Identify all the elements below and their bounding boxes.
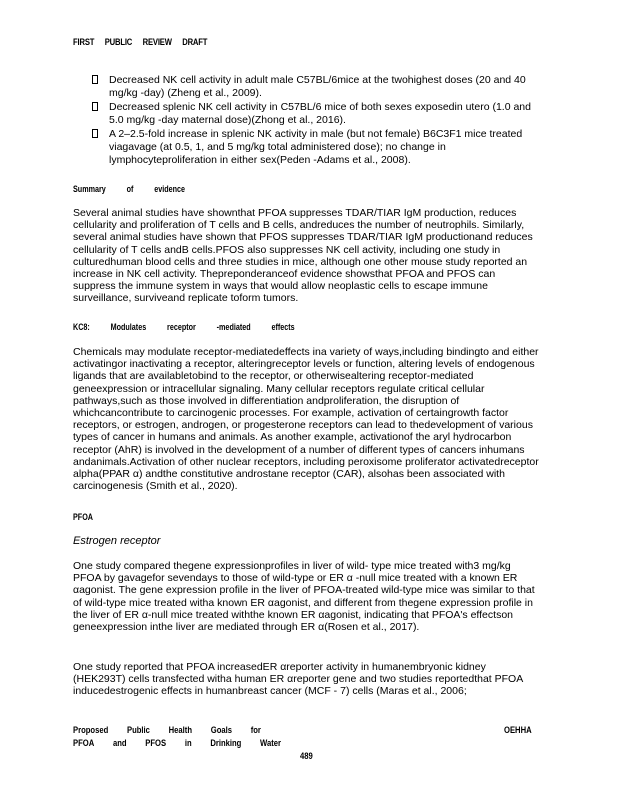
bullet-text: A 2–2.5-fold increase in splenic NK activity in male (but not female) B6C3F1 mice treated viagavage (at 0.5, 1, and 5 mg/kg total administered dose); no change in lymphocyteproliferation in either sex(Peden -Adams et al., 2008). xyxy=(109,128,523,166)
list-item xyxy=(92,101,540,126)
list-item xyxy=(92,74,540,99)
footer-agency: OEHHA xyxy=(504,725,532,735)
bullet-box-icon xyxy=(92,102,98,111)
pfoa-heading: PFOA xyxy=(73,512,94,522)
summary-heading: Summary of evidence xyxy=(73,184,186,194)
kc8-paragraph: Chemicals may modulate receptor-mediatedeffects ina variety of ways,including bindingto and either activatingor inactivating a receptor, alteringreceptor levels or function, altering levels of endogenous ligands that are availabletobind to the receptor, or otherwisealtering receptor-mediated geneexpression or intracellular signaling. Many cellular receptors regulate critical cellular pathways,such as those involved in differentiation andproliferation, the disruption of whichcancontribute to carcinogenic processes. For example, activation of certaingrowth factor receptors, or estrogen, androgen, or progesterone receptors can lead to thedevelopment of various types of cancer in humans and animals. As another example, activationof the aryl hydrocarbon receptor (AhR) is involved in the development of a number of different types of cancers inhumans andanimals.Activation of other nuclear receptors, including peroxisome proliferator activatedreceptor alpha(PPAR α) andthe constitutive androstane receptor (CAR), alsohas been associated with carcinogenesis (Smith et al., 2020). xyxy=(73,346,539,493)
estrogen-paragraph-2: One study reported that PFOA increasedER αreporter activity in humanembryonic kidney (HEK293T) cells transfected witha human ER αreporter gene and two studies reportedthat PFOA inducedestrogenic effects in humanbreast cancer (MCF - 7) cells (Maras et al., 2006; xyxy=(73,661,523,698)
list-item xyxy=(92,128,540,166)
page-number: 489 xyxy=(300,751,313,761)
estrogen-receptor-heading: Estrogen receptor xyxy=(73,535,161,547)
estrogen-paragraph-1: One study compared thegene expressionprofiles in liver of wild- type mice treated with3 mg/kg PFOA by gavagefor sevendays to those of wild-type or ER α -null mice treated with a known ER αagonist. The gene expression profile in the liver of PFOA-treated wild-type mice was similar to that of wild-type mice treated witha known ER αagonist, and different from thegene expression profile in the liver of ER α-null mice treated withthe known ER αagonist, indicating that PFOA's effectson geneexpression inthe liver are mediated through ER α(Rosen et al., 2017). xyxy=(73,560,535,634)
bullet-box-icon xyxy=(92,129,98,138)
kc8-heading: KC8: Modulates receptor -mediated effects xyxy=(73,322,295,332)
page-header: FIRST PUBLIC REVIEW DRAFT xyxy=(73,37,208,47)
bullet-text: Decreased splenic NK cell activity in C57BL/6 mice of both sexes exposedin utero (1.0 and 5.0 mg/kg -day maternal dose)(Zhong et al., 2016). xyxy=(109,101,531,126)
bullet-list xyxy=(92,74,540,168)
summary-paragraph: Several animal studies have shownthat PFOA suppresses TDAR/TIAR IgM production, reduces cellularity and proliferation of T cells and B cells, andreduces the number of neutrophils. Similarly, several animal studies have shown that PFOS suppresses TDAR/TIAR IgM productionand reduces cellularity of T cells andB cells.PFOS also suppresses NK cell activity, including one study in culturedhuman blood cells and three studies in mice, although one other mouse study reported an increase in NK cell activity. Thepreponderanceof evidence showsthat PFOA and PFOS can suppress the immune system in ways that would allow neoplastic cells to escape immune surveillance, surviveand replicate toform tumors. xyxy=(73,207,533,305)
footer-line-2: PFOA and PFOS in Drinking Water xyxy=(73,738,282,748)
bullet-text: Decreased NK cell activity in adult male C57BL/6mice at the twohighest doses (20 and 40 mg/kg -day) (Zheng et al., 2009). xyxy=(109,74,526,99)
bullet-box-icon xyxy=(92,75,98,84)
footer-line-1: Proposed Public Health Goals for xyxy=(73,725,261,735)
